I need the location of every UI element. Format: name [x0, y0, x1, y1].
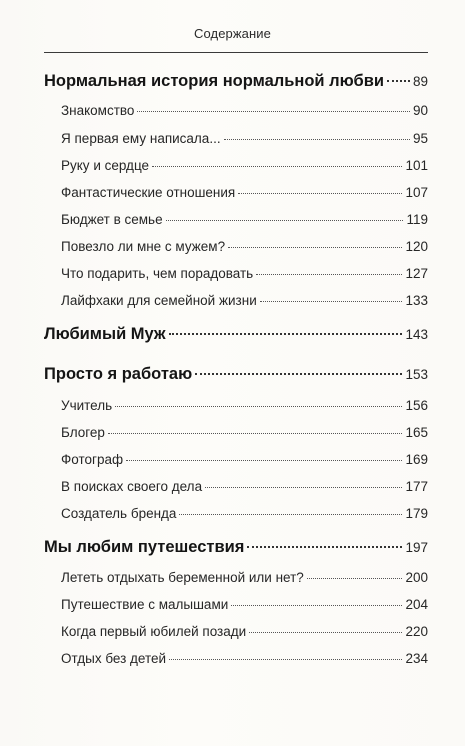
toc-entry-title: Знакомство [61, 103, 135, 118]
toc-entry-title: Повезло ли мне с мужем? [61, 239, 226, 254]
running-head: Содержание [194, 26, 271, 41]
dot-leader [231, 605, 402, 606]
toc-entry-page-number: 120 [405, 239, 428, 254]
toc-section-entry [61, 239, 428, 254]
toc-entry-title: Отдых без детей [61, 651, 167, 666]
dot-leader [238, 193, 402, 194]
toc-entry-title: Я первая ему написала... [61, 131, 221, 146]
dot-leader [179, 514, 402, 515]
dot-leader [169, 659, 402, 660]
dot-leader [195, 373, 402, 375]
toc-entry-page-number: 165 [405, 425, 428, 440]
toc-section-entry [61, 479, 428, 494]
toc-entry-page-number: 95 [412, 131, 428, 146]
toc-entry-page-number: 197 [405, 540, 428, 555]
toc-section-entry [61, 398, 428, 413]
toc-entry-page-number: 90 [412, 103, 428, 118]
toc-entry-page-number: 177 [405, 479, 428, 494]
toc-section-entry [61, 266, 428, 281]
toc-section-entry [61, 452, 428, 467]
toc-section-entry [61, 212, 428, 227]
dot-leader [108, 433, 403, 434]
toc-entry-page-number: 127 [405, 266, 428, 281]
toc-entry-page-number: 220 [405, 624, 428, 639]
toc-entry-title: Любимый Муж [44, 325, 166, 343]
dot-leader [115, 406, 402, 407]
toc-entry-title: Мы любим путешествия [44, 538, 245, 556]
toc-chapter-entry [44, 538, 428, 557]
toc-entry-page-number: 101 [405, 158, 428, 173]
toc-entry-page-number: 143 [405, 327, 428, 342]
dot-leader [205, 487, 402, 488]
toc-entry-title: Когда первый юбилей позади [61, 624, 247, 639]
toc-section-entry [61, 158, 428, 173]
dot-leader [228, 247, 402, 248]
toc-section-entry [61, 624, 428, 639]
dot-leader [126, 460, 402, 461]
toc-entry-title: Бюджет в семье [61, 212, 163, 227]
toc-entry-title: В поисках своего дела [61, 479, 203, 494]
dot-leader [307, 578, 403, 579]
toc-entry-title: Блогер [61, 425, 105, 440]
toc-entry-page-number: 169 [405, 452, 428, 467]
toc-entry-page-number: 204 [405, 597, 428, 612]
toc-section-entry [61, 506, 428, 521]
toc-entry-title: Фантастические отношения [61, 185, 236, 200]
dot-leader [247, 546, 402, 548]
toc-section-entry [61, 103, 428, 118]
toc-chapter-entry [44, 325, 428, 344]
toc-entry-title: Руку и сердце [61, 158, 150, 173]
toc-section-entry [61, 570, 428, 585]
toc-chapter-entry [44, 365, 428, 384]
toc-entry-title: Создатель бренда [61, 506, 177, 521]
toc-entry-page-number: 179 [405, 506, 428, 521]
dot-leader [256, 274, 402, 275]
toc-chapter-entry [44, 72, 428, 91]
toc-entry-title: Путешествие с малышами [61, 597, 229, 612]
dot-leader [169, 333, 403, 335]
toc-entry-page-number: 119 [406, 212, 428, 227]
toc-entry-page-number: 133 [405, 293, 428, 308]
toc-section-entry [61, 293, 428, 308]
toc-section-entry [61, 597, 428, 612]
toc-entry-title: Лайфхаки для семейной жизни [61, 293, 257, 308]
dot-leader [166, 220, 404, 221]
toc-entry-title: Учитель [61, 398, 113, 413]
dot-leader [387, 80, 410, 82]
toc-entry-page-number: 89 [412, 74, 428, 89]
toc-entry-page-number: 156 [405, 398, 428, 413]
dot-leader [249, 632, 402, 633]
toc-entry-title: Просто я работаю [44, 365, 193, 383]
toc-section-entry [61, 425, 428, 440]
toc-entry-title: Что подарить, чем порадовать [61, 266, 254, 281]
dot-leader [137, 111, 410, 112]
toc-entry-page-number: 153 [405, 367, 428, 382]
dot-leader [260, 301, 403, 302]
toc-entry-title: Фотограф [61, 452, 124, 467]
toc-section-entry [61, 185, 428, 200]
toc-entry-page-number: 234 [405, 651, 428, 666]
toc-entry-page-number: 200 [405, 570, 428, 585]
dot-leader [224, 139, 410, 140]
dot-leader [152, 166, 402, 167]
toc-section-entry [61, 651, 428, 666]
toc-entry-title: Лететь отдыхать беременной или нет? [61, 570, 304, 585]
toc-entry-page-number: 107 [405, 185, 428, 200]
toc-section-entry [61, 131, 428, 146]
toc-entry-title: Нормальная история нормальной любви [44, 72, 384, 90]
